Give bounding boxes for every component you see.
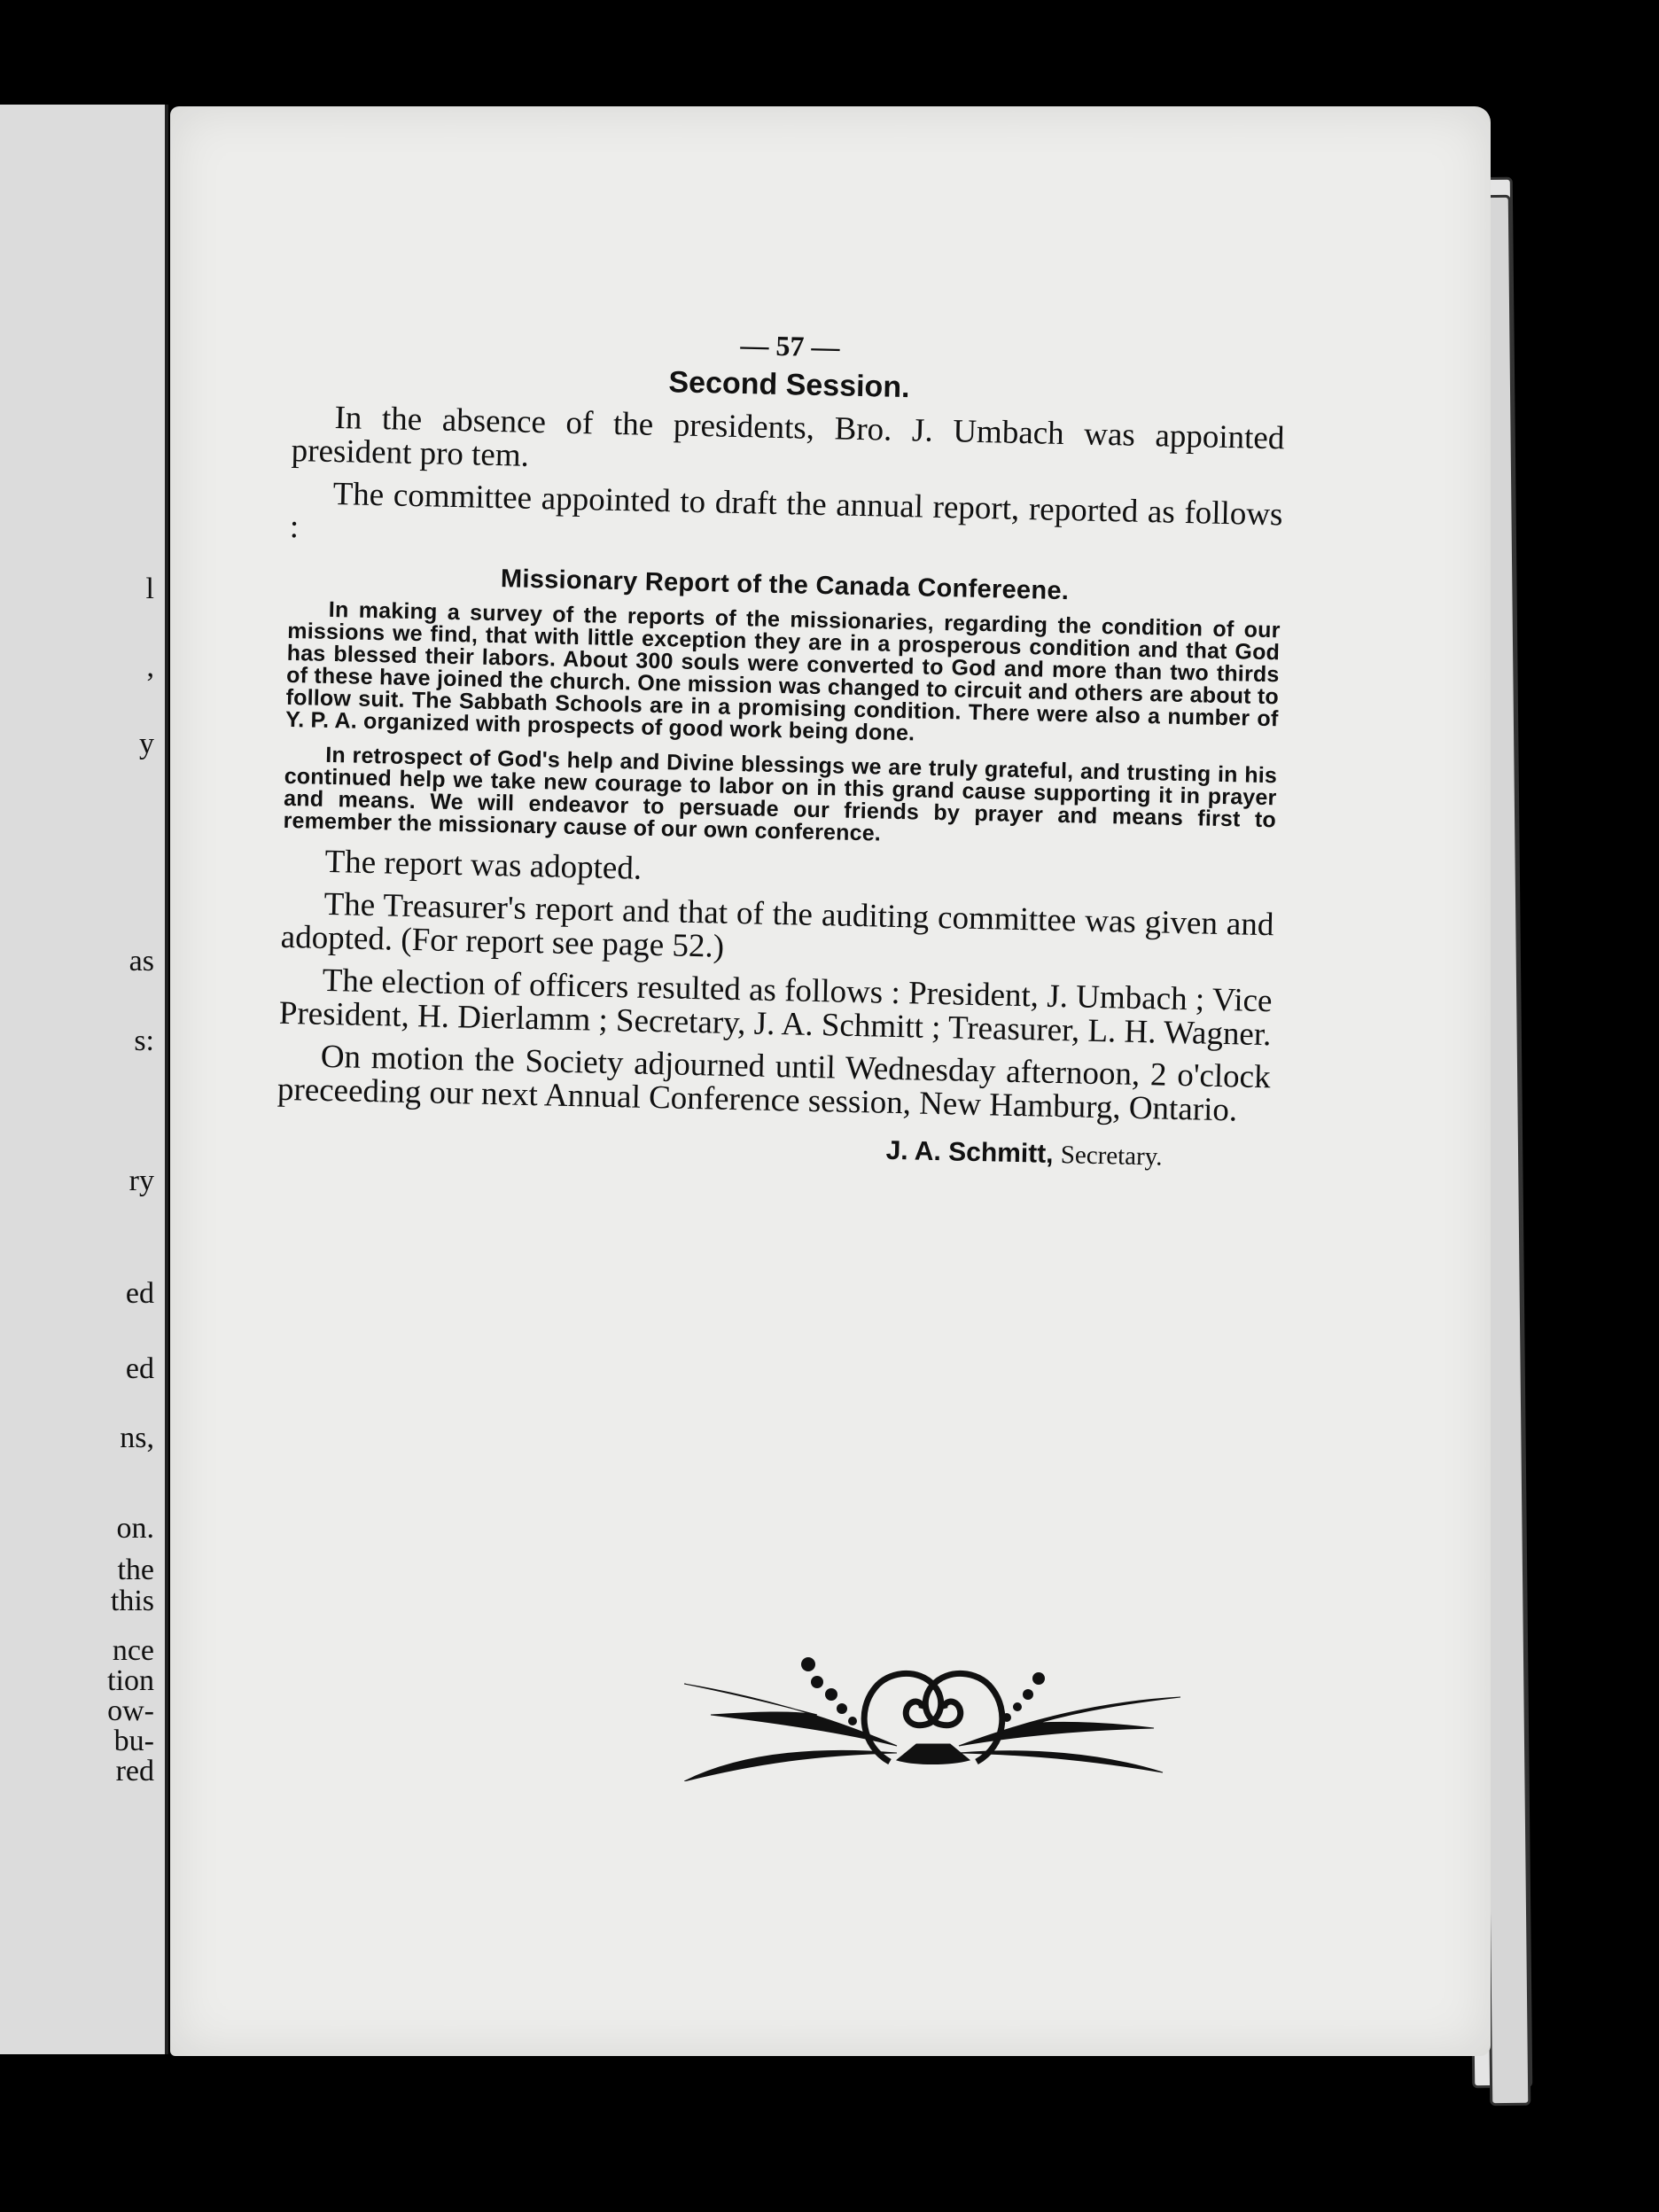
left-page-fragment: ow- [107,1694,154,1727]
paragraph: On motion the Society adjourned until Wednesday afternoon, 2 o'clock preceeding our next Annual Conference session, New Hamburg, Ontario. [276,1038,1272,1129]
left-page-fragment: red [115,1755,154,1788]
signature [276,1121,1269,1175]
paragraph: In the absence of the presidents, Bro. J. Umbach was appointed president pro tem. [291,400,1285,474]
left-page-fragment: ns, [120,1421,154,1454]
left-page-fragment: s: [134,1024,154,1057]
page-content [276,319,1286,1175]
signature-name: J. A. Schmitt, [885,1135,1054,1169]
paragraph: The Treasurer's report and that of the auditing committee was given and adopted. (For report see page 52.) [280,885,1274,965]
paragraph: The report was adopted. [324,843,643,887]
left-page-fragment: nce [112,1634,154,1667]
report-heading: Missionary Report of the Canada Confereene. [500,565,1070,606]
left-page-fragment: the [117,1554,154,1586]
section-heading: Second Session. [668,365,910,405]
report-paragraph: In making a survey of the reports of the missionaries, regarding the condition of our missions we find, that with little exception they are in a prosperous condition and that God has blessed their labors. About 300 souls were converted to God and more than two thirds of these have joined the church. One mission was changed to circuit and others are about to follow suit. The Sabbath Schools are in a promising condition. There were also a number of Y. P. A. organized with prospects of good work being done. [284,596,1281,746]
ornament-icon [684,1648,1180,1781]
report-paragraph: In retrospect of God's help and Divine blessings we are truly grateful, and trusting in his continued help we take new courage to labor on in this grand cause supporting it in prayer and means. We will endeavor to persuade our friends by prayer and means first to remember the missionary cause of our own conference. [283,742,1278,846]
page-number: — 57 — [740,328,840,363]
document-page [170,106,1491,2056]
paragraph: The election of officers resulted as follows : President, J. Umbach ; Vice President, H. Dierlamm ; Secretary, J. A. Schmitt ; Treasurer, L. H. Wagner. [278,962,1273,1054]
left-page-fragment: this [110,1585,154,1617]
signature-role: Secretary. [1060,1141,1163,1172]
left-page-fragment: , [146,650,154,683]
left-page-fragment: tion [107,1664,154,1697]
previous-page-edge [0,105,168,2054]
left-page-fragment: l [145,572,154,605]
left-page-fragment: on. [116,1512,154,1545]
left-page-fragment: y [139,728,154,760]
left-page-fragment: bu- [113,1725,154,1757]
left-page-fragment: ed [125,1352,154,1385]
left-page-fragment: as [129,945,154,977]
left-page-fragment: ry [129,1164,154,1197]
paragraph: The committee appointed to draft the annual report, reported as follows : [289,476,1283,546]
left-page-fragment: ed [125,1277,154,1310]
